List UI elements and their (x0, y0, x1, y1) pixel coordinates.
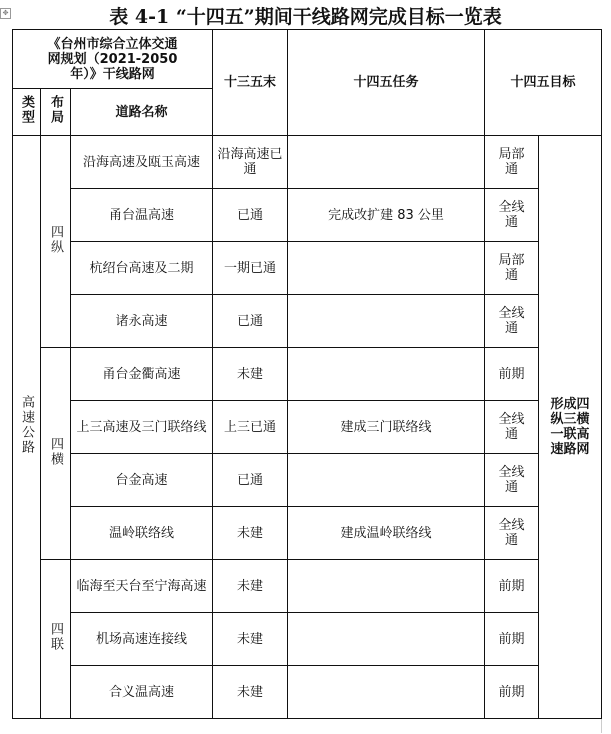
layout-group: 四联 (48, 622, 63, 652)
road-name: 上三高速及三门联络线 (71, 401, 213, 454)
table-row (13, 613, 602, 666)
goal14: 前期 (485, 613, 539, 666)
goal14: 前期 (485, 666, 539, 719)
goal14: 全线通 (485, 401, 539, 454)
road-name: 甬台温高速 (71, 189, 213, 242)
table-row (13, 666, 602, 719)
task14-header: 十四五任务 (288, 30, 485, 136)
layout-group: 四纵 (48, 224, 63, 255)
task14 (288, 666, 485, 719)
road-name: 沿海高速及瓯玉高速 (71, 136, 213, 189)
table-row (13, 507, 602, 560)
end13-status: 已通 (213, 189, 288, 242)
table-row (13, 189, 602, 242)
task14 (288, 242, 485, 295)
end13-status: 已通 (213, 454, 288, 507)
road-header: 道路名称 (71, 89, 213, 136)
plan-header: 《台州市综合立体交通网规划（2021-2050 年）》干线路网 (13, 30, 213, 89)
goal14: 前期 (485, 348, 539, 401)
table-title: 表 4-1 “十四五”期间干线路网完成目标一览表 (109, 6, 502, 28)
road-name: 甬台金衢高速 (71, 348, 213, 401)
task14: 建成温岭联络线 (288, 507, 485, 560)
road-name: 合义温高速 (71, 666, 213, 719)
road-name: 机场高速连接线 (71, 613, 213, 666)
table-row (13, 295, 602, 348)
page-edge (601, 135, 611, 733)
summary-goal: 形成四纵三横一联高速路网 (550, 397, 590, 457)
layout-group: 四横 (48, 436, 63, 467)
goal14: 局部通 (485, 242, 539, 295)
goal14: 全线通 (485, 295, 539, 348)
end13-status: 未建 (213, 560, 288, 613)
task14: 完成改扩建 83 公里 (288, 189, 485, 242)
table-row (13, 242, 602, 295)
end13-status: 一期已通 (213, 242, 288, 295)
task14 (288, 613, 485, 666)
table-row (13, 401, 602, 454)
road-name: 临海至天台至宁海高速 (71, 560, 213, 613)
layout-header: 布局 (48, 95, 63, 125)
road-name: 诸永高速 (71, 295, 213, 348)
task14: 建成三门联络线 (288, 401, 485, 454)
task14 (288, 295, 485, 348)
task14 (288, 454, 485, 507)
table-row (13, 136, 602, 189)
end13-status: 沿海高速已通 (213, 136, 288, 189)
goal14: 全线通 (485, 507, 539, 560)
task14 (288, 560, 485, 613)
road-name: 温岭联络线 (71, 507, 213, 560)
goal14-header: 十四五目标 (485, 30, 602, 136)
table-row (13, 348, 602, 401)
task14 (288, 348, 485, 401)
table-row (13, 560, 602, 613)
end13-status: 未建 (213, 507, 288, 560)
end13-status: 未建 (213, 613, 288, 666)
end13-status: 未建 (213, 348, 288, 401)
end13-status: 未建 (213, 666, 288, 719)
road-name: 杭绍台高速及二期 (71, 242, 213, 295)
goal14: 全线通 (485, 454, 539, 507)
end13-status: 已通 (213, 295, 288, 348)
goal14: 前期 (485, 560, 539, 613)
end13-status: 上三已通 (213, 401, 288, 454)
end13-header: 十三五末 (213, 30, 288, 136)
category-cell: 高速公路 (19, 395, 34, 455)
table-row (13, 454, 602, 507)
type-header: 类型 (19, 95, 34, 125)
goal14: 全线通 (485, 189, 539, 242)
task14 (288, 136, 485, 189)
goal14: 局部通 (485, 136, 539, 189)
road-name: 台金高速 (71, 454, 213, 507)
arterial-network-table (12, 29, 602, 719)
table-move-handle-icon[interactable]: ✥ (0, 8, 11, 19)
